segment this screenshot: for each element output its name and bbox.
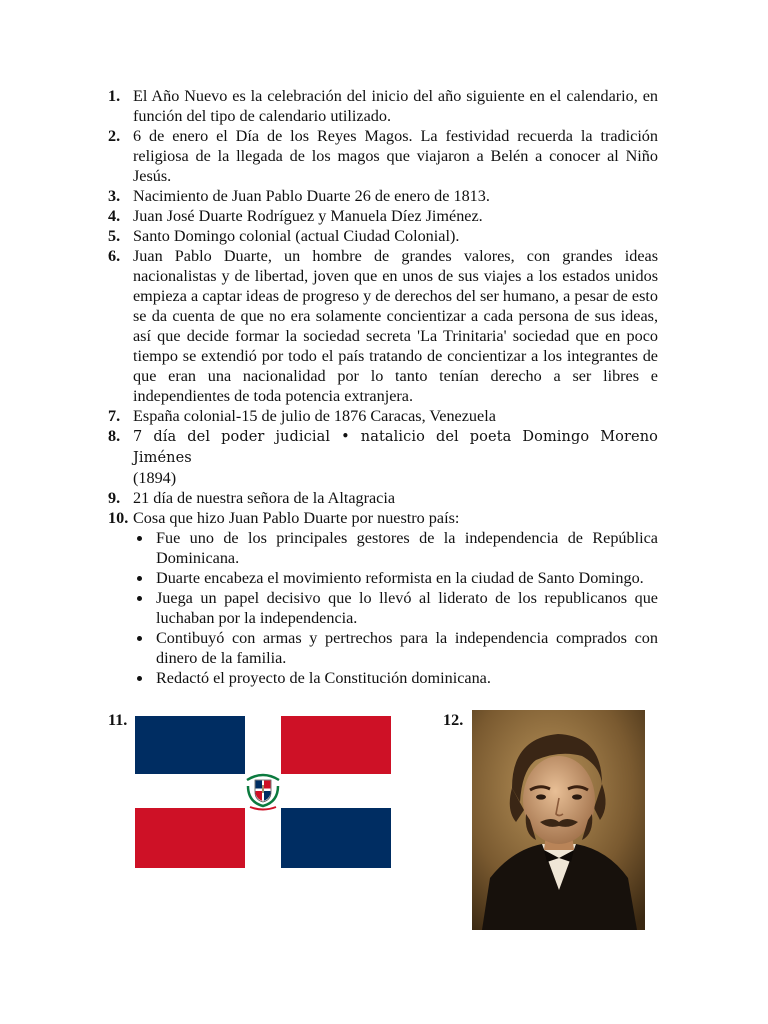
flag-blue-top-left — [135, 716, 245, 774]
item-number: 6. — [108, 247, 121, 265]
bullet-icon — [137, 596, 142, 601]
item-text: Cosa que hizo Juan Pablo Duarte por nuestro país: — [133, 509, 460, 527]
list-item — [108, 206, 658, 226]
bullet-list — [108, 528, 658, 688]
list-item — [108, 488, 658, 508]
item-text: Nacimiento de Juan Pablo Duarte 26 de enero de 1813. — [133, 187, 490, 205]
bullet-item: Duarte encabeza el movimiento reformista en la ciudad de Santo Domingo. — [130, 568, 658, 588]
bullet-icon — [137, 576, 142, 581]
list-item — [108, 186, 658, 206]
item-number: 2. — [108, 127, 121, 145]
item-number: 10. — [108, 509, 129, 527]
item-text: Santo Domingo colonial (actual Ciudad Colonial). — [133, 227, 460, 245]
list-item — [108, 508, 658, 688]
list-item — [108, 226, 658, 246]
portrait-label: 12. — [443, 711, 464, 729]
item-number: 8. — [108, 427, 121, 445]
bullet-item: Juega un papel decisivo que lo llevó al liderato de los republicanos que luchaban por la independencia. — [130, 588, 658, 628]
item-number: 1. — [108, 87, 121, 105]
bullet-item: Fue uno de los principales gestores de la independencia de República Dominicana. — [130, 528, 658, 568]
item-text: Juan José Duarte Rodríguez y Manuela Díez Jiménez. — [133, 207, 483, 225]
item-number: 5. — [108, 227, 121, 245]
flag-red-bottom-left — [135, 808, 245, 868]
bullet-icon — [137, 636, 142, 641]
item-number: 4. — [108, 207, 121, 225]
flag-blue-bottom-right — [281, 808, 391, 868]
list-item — [108, 426, 658, 488]
item-text: España colonial-15 de julio de 1876 Caracas, Venezuela — [133, 407, 496, 425]
item-number: 7. — [108, 407, 121, 425]
item-number: 9. — [108, 489, 121, 507]
flag-label: 11. — [108, 711, 128, 729]
answer-list — [108, 86, 658, 688]
dominican-flag-image — [135, 716, 391, 868]
list-item — [108, 406, 658, 426]
bullet-item: Redactó el proyecto de la Constitución dominicana. — [130, 668, 658, 688]
item-text: 21 día de nuestra señora de la Altagracia — [133, 489, 396, 507]
item-text: Juan Pablo Duarte, un hombre de grandes valores, con grandes ideas nacionalistas y de libertad, joven que en unos de sus viajes a los estados unidos empieza a captar ideas de progreso y de derechos del ser humano, a pesar de esto se da cuenta de que no era solamente concientizar a cada persona de sus ideas, así que decide formar la sociedad secreta 'La Trinitaria' sociedad que en poco tiempo se extendió por todo el país tratando de concientizar a los integrantes de que eran una nacionalidad por lo tanto tenían derecho a ser libres e independientes de toda potencia extranjera. — [133, 247, 658, 405]
flag-red-top-right — [281, 716, 391, 774]
item-text-bold: 7 día del poder judicial • natalicio del poeta Domingo Moreno Jiménes — [133, 429, 658, 466]
list-item — [108, 86, 658, 126]
item-text: 6 de enero el Día de los Reyes Magos. La festividad recuerda la tradición religiosa de la llegada de los magos que viajaron a Belén a conocer al Niño Jesús. — [133, 127, 658, 185]
bullet-item: Contibuyó con armas y pertrechos para la independencia comprados con dinero de la familia. — [130, 628, 658, 668]
item-number: 3. — [108, 187, 121, 205]
list-item — [108, 126, 658, 186]
bullet-icon — [137, 676, 142, 681]
item-text: (1894) — [133, 469, 177, 487]
item-text: El Año Nuevo es la celebración del inicio del año siguiente en el calendario, en función del tipo de calendario utilizado. — [133, 87, 658, 125]
duarte-portrait-image — [472, 710, 645, 930]
list-item — [108, 246, 658, 406]
bullet-icon — [137, 536, 142, 541]
